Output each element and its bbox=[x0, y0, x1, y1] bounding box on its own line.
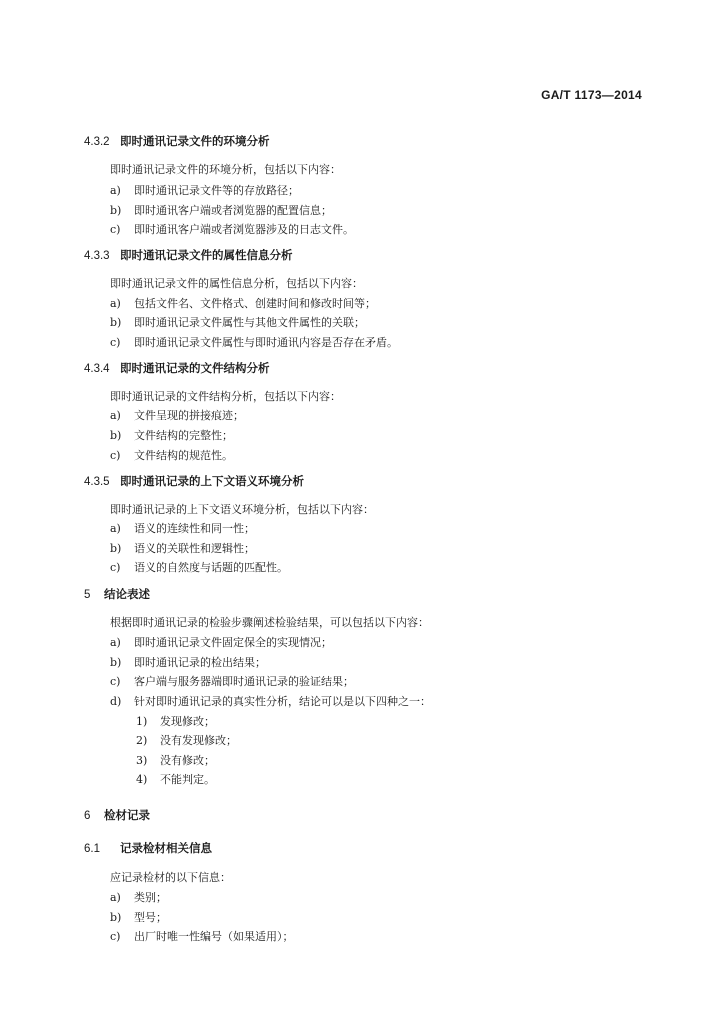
section-number: 4.3.3 bbox=[84, 250, 110, 262]
list-text: 即时通讯客户端或者浏览器涉及的日志文件。 bbox=[134, 223, 354, 236]
list-marker: a) bbox=[110, 891, 121, 904]
list-text: 即时通讯客户端或者浏览器的配置信息； bbox=[134, 204, 332, 217]
list-item bbox=[110, 889, 167, 905]
list-item bbox=[110, 693, 431, 709]
list-text: 没有修改； bbox=[160, 754, 215, 767]
section-number: 5 bbox=[84, 589, 91, 601]
list-text: 语义的关联性和逻辑性； bbox=[134, 542, 255, 555]
list-marker: a) bbox=[110, 184, 121, 197]
list-item bbox=[110, 928, 294, 944]
list-item bbox=[110, 427, 233, 443]
list-marker: b) bbox=[110, 911, 122, 924]
list-item bbox=[110, 295, 376, 311]
list-marker: b) bbox=[110, 542, 122, 555]
list-marker: 1) bbox=[136, 715, 148, 728]
list-text: 型号； bbox=[134, 911, 167, 924]
list-text: 即时通讯记录的检出结果； bbox=[134, 656, 266, 669]
paragraph: 即时通讯记录文件的环境分析，包括以下内容： bbox=[110, 163, 341, 176]
section-number: 4.3.5 bbox=[84, 476, 110, 488]
list-item bbox=[110, 221, 354, 237]
paragraph: 即时通讯记录文件的属性信息分析，包括以下内容： bbox=[110, 277, 363, 290]
section-title: 即时通讯记录的文件结构分析 bbox=[120, 361, 270, 375]
list-text: 不能判定。 bbox=[160, 773, 215, 786]
list-marker: b) bbox=[110, 204, 122, 217]
section-number: 4.3.4 bbox=[84, 363, 110, 375]
section-heading-4-3-5 bbox=[84, 473, 304, 489]
list-text: 客户端与服务器端即时通讯记录的验证结果； bbox=[134, 675, 354, 688]
section-title: 即时通讯记录文件的属性信息分析 bbox=[120, 248, 293, 262]
section-heading-4-3-2 bbox=[84, 133, 270, 149]
sub-list-item bbox=[136, 752, 215, 768]
list-item bbox=[110, 673, 354, 689]
list-marker: d) bbox=[110, 695, 122, 708]
list-text: 语义的连续性和同一性； bbox=[134, 522, 255, 535]
paragraph: 即时通讯记录的上下文语义环境分析，包括以下内容： bbox=[110, 503, 374, 516]
section-heading-5 bbox=[84, 586, 150, 602]
list-text: 即时通讯记录文件属性与其他文件属性的关联； bbox=[134, 316, 365, 329]
list-item bbox=[110, 559, 288, 575]
section-heading-6 bbox=[84, 807, 150, 823]
list-marker: c) bbox=[110, 336, 121, 349]
list-item bbox=[110, 654, 266, 670]
sub-list-item bbox=[136, 713, 215, 729]
list-marker: a) bbox=[110, 636, 121, 649]
list-item bbox=[110, 520, 255, 536]
list-marker: 2) bbox=[136, 734, 148, 747]
section-number: 6 bbox=[84, 810, 91, 822]
list-marker: c) bbox=[110, 449, 121, 462]
list-marker: a) bbox=[110, 409, 121, 422]
list-marker: a) bbox=[110, 522, 121, 535]
list-text: 没有发现修改； bbox=[160, 734, 237, 747]
list-item bbox=[110, 540, 255, 556]
section-title: 即时通讯记录文件的环境分析 bbox=[120, 134, 270, 148]
paragraph: 根据即时通讯记录的检验步骤阐述检验结果，可以包括以下内容： bbox=[110, 616, 429, 629]
section-title: 结论表述 bbox=[104, 587, 150, 601]
list-text: 语义的自然度与话题的匹配性。 bbox=[134, 561, 288, 574]
list-text: 文件呈现的拼接痕迹； bbox=[134, 409, 244, 422]
list-text: 即时通讯记录文件属性与即时通讯内容是否存在矛盾。 bbox=[134, 336, 398, 349]
section-title: 即时通讯记录的上下文语义环境分析 bbox=[120, 474, 304, 488]
list-marker: b) bbox=[110, 316, 122, 329]
list-marker: c) bbox=[110, 930, 121, 943]
sub-list-item bbox=[136, 771, 215, 787]
list-item bbox=[110, 634, 332, 650]
section-heading-4-3-3 bbox=[84, 247, 293, 263]
section-number: 4.3.2 bbox=[84, 136, 110, 148]
section-title: 记录检材相关信息 bbox=[120, 841, 212, 855]
list-item bbox=[110, 909, 167, 925]
list-marker: c) bbox=[110, 561, 121, 574]
list-text: 即时通讯记录文件固定保全的实现情况； bbox=[134, 636, 332, 649]
section-number: 6.1 bbox=[84, 843, 100, 855]
list-marker: b) bbox=[110, 656, 122, 669]
list-marker: a) bbox=[110, 297, 121, 310]
list-item bbox=[110, 182, 299, 198]
sub-list-item bbox=[136, 732, 237, 748]
paragraph: 应记录检材的以下信息： bbox=[110, 871, 231, 884]
list-marker: c) bbox=[110, 223, 121, 236]
list-marker: b) bbox=[110, 429, 122, 442]
list-marker: 4) bbox=[136, 773, 148, 786]
list-text: 出厂时唯一性编号（如果适用）； bbox=[134, 930, 294, 943]
list-item bbox=[110, 334, 398, 350]
section-heading-4-3-4 bbox=[84, 360, 270, 376]
list-item bbox=[110, 447, 233, 463]
section-heading-6-1 bbox=[84, 840, 212, 856]
list-marker: c) bbox=[110, 675, 121, 688]
document-code: GA/T 1173—2014 bbox=[541, 88, 642, 102]
list-text: 发现修改； bbox=[160, 715, 215, 728]
list-text: 即时通讯记录文件等的存放路径； bbox=[134, 184, 299, 197]
paragraph: 即时通讯记录的文件结构分析，包括以下内容： bbox=[110, 390, 341, 403]
list-text: 文件结构的完整性； bbox=[134, 429, 233, 442]
list-marker: 3) bbox=[136, 754, 148, 767]
list-text: 针对即时通讯记录的真实性分析，结论可以是以下四种之一： bbox=[134, 695, 431, 708]
list-item bbox=[110, 407, 244, 423]
list-item bbox=[110, 202, 332, 218]
list-item bbox=[110, 314, 365, 330]
list-text: 包括文件名、文件格式、创建时间和修改时间等； bbox=[134, 297, 376, 310]
section-title: 检材记录 bbox=[104, 808, 150, 822]
list-text: 类别； bbox=[134, 891, 167, 904]
list-text: 文件结构的规范性。 bbox=[134, 449, 233, 462]
